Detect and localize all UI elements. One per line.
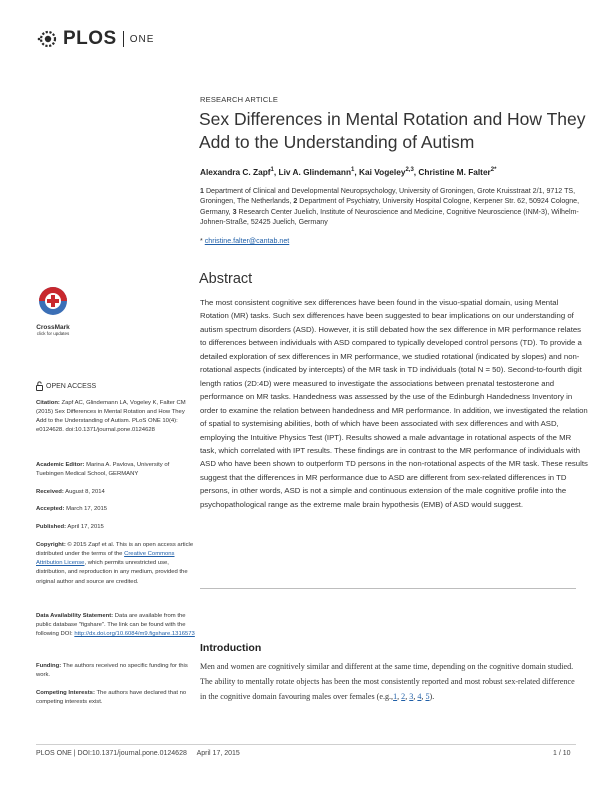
crossmark-icon xyxy=(34,285,72,319)
logo-suffix: ONE xyxy=(129,33,155,45)
crossmark-label: CrossMark xyxy=(36,324,70,331)
citation-label: Citation: xyxy=(36,400,60,406)
author-affil-sup: 2,3 xyxy=(405,167,414,174)
email-link[interactable]: christine.falter@cantab.net xyxy=(204,237,290,245)
footer-divider xyxy=(36,744,576,745)
logo-divider xyxy=(123,31,124,47)
author-name: Liv A. Glindemann xyxy=(278,167,352,177)
copyright-text: © 2015 Zapf et al. This is an open access article distributed under the terms of the xyxy=(36,542,194,558)
data-availability-label: Data Availability Statement: xyxy=(36,613,114,619)
competing-interests-block xyxy=(36,689,196,707)
editor-label: Academic Editor: xyxy=(36,462,85,468)
citation-block xyxy=(36,399,196,436)
reference-link[interactable]: 2 xyxy=(401,692,406,702)
reference-link[interactable]: 3 xyxy=(409,692,414,702)
introduction-heading: Introduction xyxy=(200,642,262,654)
editor-text: Marina A. Pavlova, University of Tuebingen Medical School, GERMANY xyxy=(36,462,170,478)
accepted-block xyxy=(36,505,196,514)
copyright-label: Copyright: xyxy=(36,542,66,548)
author-affil-sup: 1 xyxy=(351,167,355,174)
reference-link[interactable]: 5 xyxy=(425,692,430,702)
author-affil-sup: 1 xyxy=(270,167,274,174)
funding-block xyxy=(36,662,196,680)
reference-link[interactable]: 4 xyxy=(417,692,422,702)
author-name: Kai Vogeley xyxy=(359,167,406,177)
introduction-text: Men and women are cognitively similar and different at the same time, depending on the cognitive domain studied. The ability to mentally rotate objects has been the most consistently reported and most robust sex-related difference in the cognitive domain favouring males over females (e.g.,1, 2, 3, 4, 5). xyxy=(200,662,575,702)
license-link[interactable]: Creative Commons Attribution License xyxy=(36,551,175,567)
affil-number: 2 xyxy=(293,197,298,206)
competing-interests-label: Competing Interests: xyxy=(36,690,95,696)
funding-label: Funding: xyxy=(36,663,62,669)
article-title: Sex Differences in Mental Rotation and How They Add to the Understanding of Autism xyxy=(199,109,586,152)
crossmark-badge[interactable] xyxy=(34,285,72,336)
introduction-paragraph: Men and women are cognitively similar and different at the same time, depending on the cognitive domain studied. The ability to mentally rotate objects has been the most consistently reported and most robust sex-related difference in the cognitive domain favouring males over females (e.g., xyxy=(200,662,575,702)
plos-one-logo[interactable] xyxy=(36,28,154,50)
citation-text: Zapf AC, Glindemann LA, Vogeley K, Falter CM (2015) Sex Differences in Mental Rotation and How They Add to the Understanding of Autism. PLoS ONE 10(4): e0124628. doi:10.1371/journal.pone.0124628 xyxy=(36,400,186,434)
introduction-tail: ). xyxy=(429,692,435,702)
section-divider xyxy=(200,588,576,589)
accepted-date: March 17, 2015 xyxy=(66,506,108,512)
plos-logo-icon xyxy=(36,28,60,50)
received-block xyxy=(36,488,196,497)
article-type: RESEARCH ARTICLE xyxy=(200,95,279,104)
published-label: Published: xyxy=(36,524,67,530)
affil-number: 3 xyxy=(232,207,237,216)
affil-text: Research Center Juelich, Institute of Neuroscience and Medicine, Cognitive Neuroscience (INM-3), Wilhelm-Johnen-Straße, 52425 Juelich, Germany xyxy=(200,207,579,226)
corresponding-email xyxy=(200,237,289,245)
copyright-block xyxy=(36,541,196,587)
abstract-text: The most consistent cognitive sex differences have been found in the visuo-spatial domain, using Mental Rotation (MR) tasks. Such sex differences have been suggested to bear implications on our understanding of autism spectrum disorders (ASD). However, it is still debated how the sex difference in MR performance relates to differences between individuals with ASD compared to typically developed control persons (TD). To provide a detailed exploration of sex differences in MR performance, we studied rotational (indicated by slopes) and non-rotational aspects (indicated by intercepts) of the MR task in TD individuals (total N = 50). Second-to-fourth digit length ratios (2D:4D) were measured to investigate the associations between prenatal testosterone and performance on MR tasks. Handedness was assessed by the use of the Edinburgh Handedness Inventory in order to examine the relation between handedness and MR performance. In addition, we investigated the relation of spatial to systemising abilities, both of which have been associated with sex differences and with ASD, employing the Intuitive Physics Test (IPT). Results showed a male advantage in rotational aspects of the MR task, which correlated with IPT results. These findings are in contrast to the MR performance of individuals with ASD who have been shown to outperform TD persons in the non-rotational aspects of the MR task. These results suggest that the differences in MR performance due to ASD are different from sex-related differences in TD persons, in other words, ASD is not a simple and continuous extension of the male cognitive profile into the psychopathological range as the extreme male brain hypothesis (EMB) of ASD would suggest. xyxy=(200,298,588,509)
footer-date: April 17, 2015 xyxy=(196,750,240,757)
received-date: August 8, 2014 xyxy=(65,489,105,495)
data-availability-text: Data are available from the public database "figshare". The link can be found with the following DOI: xyxy=(36,613,186,638)
page-number: 1 / 10 xyxy=(553,750,571,757)
affil-text: Department of Clinical and Developmental Neuropsychology, University of Groningen, Grote Kruisstraat 2/1, 9712 TS, Groningen, The Netherlands, xyxy=(200,187,576,206)
academic-editor-block xyxy=(36,461,196,479)
author-name: Alexandra C. Zapf xyxy=(200,167,271,177)
open-access-badge xyxy=(36,381,96,391)
open-access-label: OPEN ACCESS xyxy=(46,382,97,390)
accepted-label: Accepted: xyxy=(36,506,65,512)
footer-citation xyxy=(36,750,240,757)
received-label: Received: xyxy=(36,489,64,495)
affiliations xyxy=(200,186,588,227)
published-block xyxy=(36,523,196,532)
copyright-text-tail: , which permits unrestricted use, distribution, and reproduction in any medium, provided the original author and source are credited. xyxy=(36,560,188,585)
reference-link[interactable]: 1 xyxy=(393,692,398,702)
crossmark-sublabel: click for updates xyxy=(36,331,70,336)
competing-interests-text: The authors have declared that no competing interests exist. xyxy=(36,690,187,706)
published-date: April 17, 2015 xyxy=(67,524,104,530)
author-name: Christine M. Falter xyxy=(418,167,491,177)
data-availability-block xyxy=(36,612,196,639)
footer-doi: PLOS ONE | DOI:10.1371/journal.pone.0124628 xyxy=(36,750,187,757)
affil-text: Department of Psychiatry, University Hospital Cologne, Kerpener Str. 62, 50924 Cologne, Germany, xyxy=(200,197,580,216)
email-marker: * xyxy=(200,237,203,245)
funding-text: The authors received no specific funding for this work. xyxy=(36,663,188,679)
data-doi-link[interactable]: http://dx.doi.org/10.6084/m9.figshare.1316573 xyxy=(74,631,195,638)
author-affil-sup: 2* xyxy=(490,167,497,174)
author-list: Alexandra C. Zapf$^1$, Liv A. Glindemann$^1$, Kai Vogeley$^{2,3}$, Christine M. Falter$^{2*}$ xyxy=(200,167,497,177)
abstract-heading: Abstract xyxy=(199,271,253,287)
affil-number: 1 xyxy=(200,187,204,195)
logo-text: PLOS xyxy=(63,28,117,49)
open-lock-icon xyxy=(36,381,43,391)
